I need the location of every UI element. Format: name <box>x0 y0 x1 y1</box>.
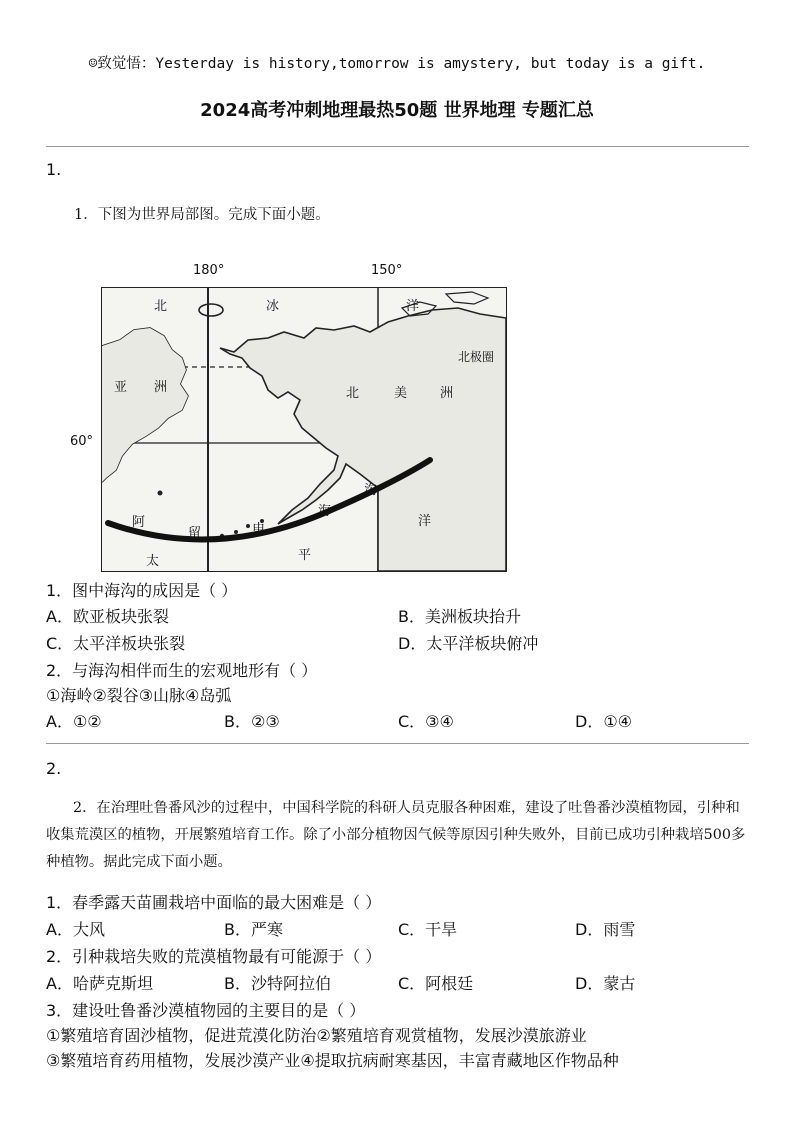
map-label-liu: 留 <box>188 526 202 541</box>
option-a[interactable]: A．欧亚板块张裂 <box>46 607 169 626</box>
world-partial-map <box>101 287 507 572</box>
aleutian-island <box>158 491 163 496</box>
map-label-na-bei: 北 <box>346 386 360 401</box>
divider <box>46 743 749 744</box>
arctic-island <box>446 292 488 304</box>
longitude-label-180: 180° <box>193 263 225 278</box>
map-label-a: 阿 <box>132 515 146 530</box>
sub-question-text: 2．与海沟相伴而生的宏观地形有（ ） <box>46 661 318 680</box>
option-b[interactable]: B．沙特阿拉伯 <box>224 974 331 993</box>
option-a[interactable]: A．①② <box>46 712 102 731</box>
sub-question-items: ①海岭②裂谷③山脉④岛弧 <box>46 686 232 705</box>
option-a[interactable]: A．大风 <box>46 920 105 939</box>
sub-question-text: 2．引种栽培失败的荒漠植物最有可能源于（ ） <box>46 947 382 966</box>
map-label-zhou: 洲 <box>154 380 168 395</box>
option-c[interactable]: C．干旱 <box>398 920 458 939</box>
option-d[interactable]: D．蒙古 <box>575 974 636 993</box>
question-number: 2. <box>46 759 62 778</box>
option-a[interactable]: A．哈萨克斯坦 <box>46 974 153 993</box>
sub-question-text: 3．建设吐鲁番沙漠植物园的主要目的是（ ） <box>46 1001 366 1020</box>
question-passage: 2．在治理吐鲁番风沙的过程中，中国科学院的科研人员克服各种困难，建设了吐鲁番沙漠植物园，引种和收集荒漠区的植物，开展繁殖培育工作。除了小部分植物因气候等原因引种失败外，目前已成功引种栽培500多种植物。据此完成下面小题。 <box>46 800 746 870</box>
sub-question-text: 1．春季露天苗圃栽培中面临的最大困难是（ ） <box>46 893 382 912</box>
map-label-ping: 平 <box>298 548 312 563</box>
motto: ☺致觉悟：Yesterday is history,tomorrow is amystery, but today is a gift. <box>88 56 706 72</box>
option-d[interactable]: D．①④ <box>575 712 633 731</box>
latitude-label-60: 60° <box>70 434 94 449</box>
sub-question-items: ①繁殖培育固沙植物，促进荒漠化防治②繁殖培育观赏植物，发展沙漠旅游业 <box>46 1026 587 1045</box>
map-label-tai: 太 <box>146 554 160 569</box>
map-label-gou: 沟 <box>364 483 378 498</box>
map-label-na-zhou: 洲 <box>440 386 454 401</box>
aleutian-island <box>234 530 238 534</box>
option-b[interactable]: B．②③ <box>224 712 280 731</box>
map-label-hai: 海 <box>318 504 332 519</box>
wrangel-island <box>199 304 223 316</box>
map-label-shen: 申 <box>252 522 266 537</box>
page-title: 2024高考冲刺地理最热50题 世界地理 专题汇总 <box>200 100 594 121</box>
aleutian-island <box>246 524 250 528</box>
map-label-bei: 北 <box>154 299 168 314</box>
sub-question-text: 1．图中海沟的成因是（ ） <box>46 581 238 600</box>
sub-question-items: ③繁殖培育药用植物，发展沙漠产业④提取抗病耐寒基因，丰富青藏地区作物品种 <box>46 1051 619 1070</box>
option-c[interactable]: C．阿根廷 <box>398 974 474 993</box>
map-label-ya: 亚 <box>114 380 128 395</box>
option-b[interactable]: B．美洲板块抬升 <box>398 607 521 626</box>
arctic-circle-label: 北极圈 <box>458 350 495 364</box>
map-label-yang-pacific: 洋 <box>418 514 432 529</box>
option-b[interactable]: B．严寒 <box>224 920 283 939</box>
map-label-yang: 洋 <box>406 299 420 314</box>
divider <box>46 146 749 147</box>
longitude-label-150: 150° <box>371 263 403 278</box>
option-c[interactable]: C．太平洋板块张裂 <box>46 634 186 653</box>
map-label-na-mei: 美 <box>394 386 408 401</box>
option-d[interactable]: D．雨雪 <box>575 920 636 939</box>
option-d[interactable]: D．太平洋板块俯冲 <box>398 634 539 653</box>
question-stem: 1．下图为世界局部图。完成下面小题。 <box>74 207 330 223</box>
map-label-bing: 冰 <box>266 299 280 314</box>
map-graphic <box>102 288 506 571</box>
option-c[interactable]: C．③④ <box>398 712 454 731</box>
question-number: 1. <box>46 160 62 179</box>
